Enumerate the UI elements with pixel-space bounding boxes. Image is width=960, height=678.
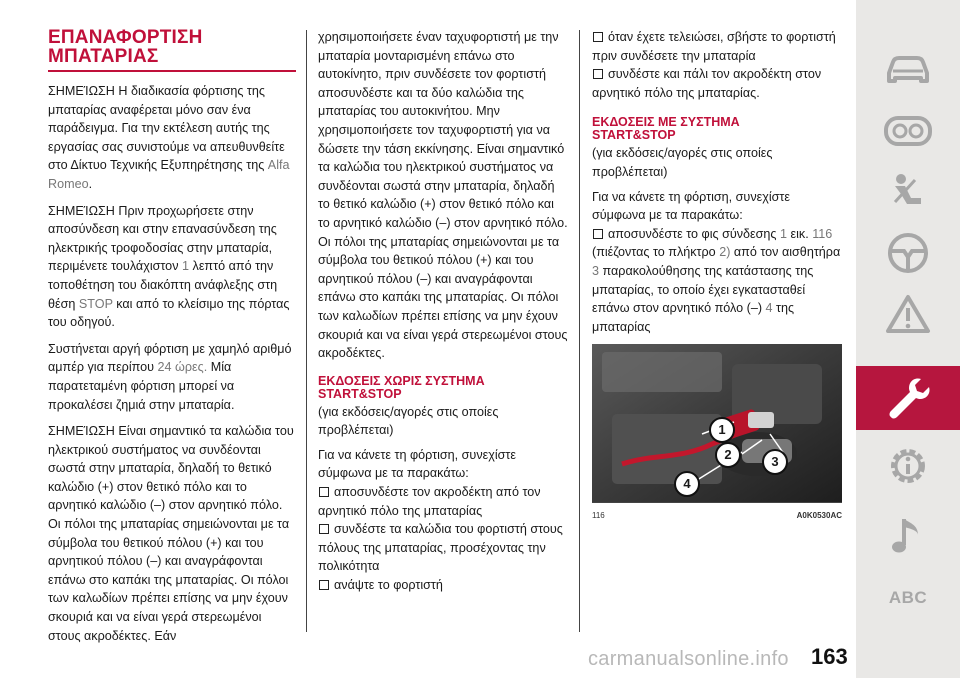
column-left [48, 28, 296, 653]
checkbox-bullet-icon [319, 524, 329, 534]
paragraph-slow-charge: Συστήνεται αργή φόρτιση με χαμηλό αριθμό αμπέρ για περίπου 24 ώρες. Μία παρατεταμένη φόρτιση μπορεί να προκαλέσει ζημιά στην μπαταρία. [48, 341, 292, 412]
dashboard-gauges-icon [883, 114, 933, 148]
sidebar-item-technical-data[interactable] [856, 436, 960, 496]
paragraph-fast-charger: χρησιμοποιήσετε έναν ταχυφορτιστή με την μπαταρία μονταρισμένη επάνω στο αυτοκίνητο, πριν συνδέσετε τον φορτιστή αποσυνδέστε και τα δύο καλώδια της μπαταρίας του αυτοκινήτου. Μην χρησιμοποιήσετε τον ταχυφορτιστή για να δώσετε την τάση εκκίνησης. Είναι σημαντικό τα καλώδια του ηλεκτρικού συστήματος να συνδέονται σωστά στην μπαταρία, δηλαδή το θετικό καλώδιο (+) στον θετικό πόλο και το αρνητικό καλώδιο (–) στον αρνητικό πόλο. Οι πόλοι της μπαταρίας σημειώνονται με τα σύμβολα του θετικού πόλου (+) και του αρνητικού πόλου (–) και αναγράφονται επάνω στο καπάκι της μπαταρίας. Οι πόλοι των καλωδίων πρέπει επίσης να μην έχουν σκουριά και να είναι γερά στερεωμένοι στους ακροδέκτες. [318, 30, 568, 361]
intro-text: Για να κάνετε τη φόρτιση, συνεχίστε σύμφωνα με τα παρακάτω: [592, 189, 790, 223]
sidebar-item-multimedia[interactable] [856, 506, 960, 566]
paragraph-note-3: ΣΗΜΕΊΩΣΗ Είναι σημαντικό τα καλώδια του ηλεκτρικού συστήματος να συνδέονται σωστά στην μπαταρία, δηλαδή το θετικό καλώδιο (+) στον θετικό πόλο και το αρνητικό καλώδιο (–) στον αρνητικό πόλο. Οι πόλοι της μπαταρίας σημειώνονται με τα σύμβολα του θετικού πόλου (+) και του αρνητικού πόλου (–) και αναγράφονται επάνω στο καπάκι της μπαταρίας. Οι πόλοι των καλωδίων πρέπει επίσης να μην έχουν σκουριά και να είναι γερά στερεωμένοι στους ακροδέκτες. Εάν [48, 424, 294, 643]
sidebar-item-car[interactable] [856, 40, 960, 100]
warning-triangle-icon [884, 293, 932, 335]
music-note-icon [888, 513, 928, 559]
title-underline [48, 70, 296, 72]
sidebar-item-safety[interactable] [856, 162, 960, 222]
callout-4: 4 [674, 471, 700, 497]
column-middle [318, 28, 568, 595]
sidebar-item-emergency[interactable] [856, 284, 960, 344]
checkbox-bullet-icon [319, 487, 329, 497]
intro-text: Για να κάνετε τη φόρτιση, συνεχίστε σύμφωνα με τα παρακάτω: [318, 447, 516, 481]
list-item: αποσυνδέστε τον ακροδέκτη από τον αρνητικό πόλο της μπαταρίας [318, 485, 541, 518]
version-note: (για εκδόσεις/αγορές στις οποίες προβλέπεται) [318, 404, 499, 438]
figure-number: 116 [592, 511, 605, 521]
chapter-sidebar [856, 0, 960, 678]
figure-caption [592, 507, 842, 526]
paragraph-note-1: ΣΗΜΕΊΩΣΗ Η διαδικασία φόρτισης της μπαταρίας αναφέρεται μόνο σαν ένα παράδειγμα. Για την εκτέλεση αυτής της εργασίας σας συνιστούμε να απευθυνθείτε στο Δίκτυο Τεχνικής Εξυπηρέτησης της Alfa Romeo. [48, 84, 290, 191]
section-title: ΕΠΑΝΑΦΟΡΤΙΣΗ ΜΠΑΤΑΡΙΑΣ [48, 27, 203, 67]
figure-code: A0K0530AC [796, 511, 842, 521]
list-item: συνδέστε και πάλι τον ακροδέκτη στον αρνητικό πόλο της μπαταρίας. [592, 67, 822, 100]
sidebar-item-dashboard[interactable] [856, 101, 960, 161]
subheading-without-start-stop: ΕΚΔΟΣΕΙΣ ΧΩΡΙΣ ΣΥΣΤΗΜΑ START&STOP [318, 373, 485, 401]
column-divider [579, 30, 580, 632]
callout-1: 1 [709, 417, 735, 443]
battery-figure [592, 344, 842, 502]
checkbox-bullet-icon [593, 32, 603, 42]
paragraph-note-2: ΣΗΜΕΊΩΣΗ Πριν προχωρήσετε στην αποσύνδεση και στην επανασύνδεση της ηλεκτρικής τροφοδοσίας στην μπαταρία, περιμένετε τουλάχιστον 1 λεπτό από την τοποθέτηση του διακόπτη ανάφλεξης στη θέση STOP και από το κλείσιμο της πόρτας του οδηγού. [48, 203, 290, 330]
list-item: συνδέστε τα καλώδια του φορτιστή στους πόλους της μπαταρίας, προσέχοντας την πολικότητα [318, 522, 563, 574]
callout-2: 2 [715, 442, 741, 468]
sidebar-item-index[interactable] [856, 568, 960, 628]
brand-name: Alfa Romeo [48, 158, 290, 191]
subheading-with-start-stop: ΕΚΔΟΣΕΙΣ ΜΕ ΣΥΣΤΗΜΑ START&STOP [592, 115, 740, 143]
info-gear-icon [885, 443, 931, 489]
car-icon [883, 53, 933, 87]
steering-wheel-icon [886, 231, 930, 275]
checkbox-bullet-icon [593, 229, 603, 239]
watermark: carmanualsonline.info [588, 648, 789, 670]
seat-belt-person-icon [883, 172, 933, 212]
sidebar-item-maintenance[interactable] [856, 366, 960, 430]
column-divider [306, 30, 307, 632]
checkbox-bullet-icon [593, 69, 603, 79]
page-number: 163 [811, 644, 848, 669]
column-right [592, 28, 842, 526]
list-item: αποσυνδέστε το φις σύνδεσης 1 εικ. 116 (πιέζοντας το πλήκτρο 2) από τον αισθητήρα 3 παρακολούθησης της κατάστασης της μπαταρίας, το οποίο έχει εγκατασταθεί επάνω στον αρνητικό πόλο (–) 4 της μπαταρίας [592, 226, 841, 334]
list-item: όταν έχετε τελειώσει, σβήστε το φορτιστή πριν συνδέσετε την μπαταρία [592, 30, 836, 63]
index-label: ABC [888, 588, 928, 607]
callout-3: 3 [762, 449, 788, 475]
list-item: ανάψτε το φορτιστή [318, 576, 568, 595]
figure-rule [592, 502, 842, 503]
wrench-icon [885, 375, 931, 421]
version-note: (για εκδόσεις/αγορές στις οποίες προβλέπεται) [592, 146, 773, 179]
sidebar-item-driving[interactable] [856, 223, 960, 283]
checkbox-bullet-icon [319, 580, 329, 590]
